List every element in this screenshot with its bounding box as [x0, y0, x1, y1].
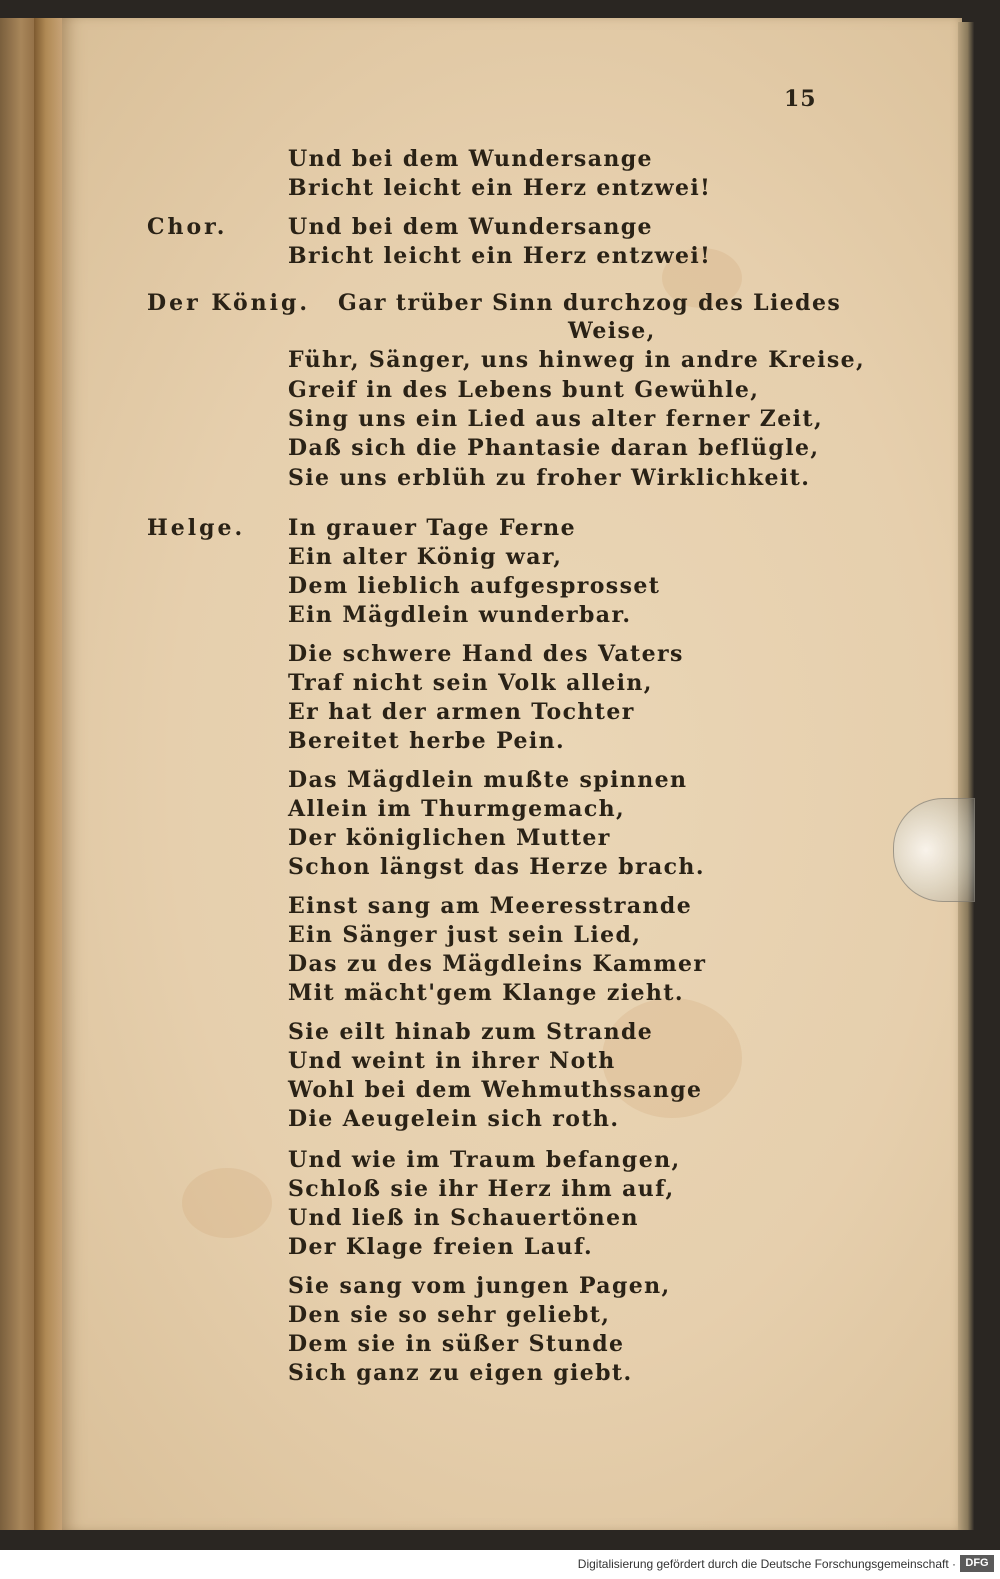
verse-line: Gar trüber Sinn durchzog des Liedes — [338, 290, 842, 316]
dfg-logo: DFG — [960, 1555, 994, 1572]
verse-line: Dem lieblich aufgesprosset — [288, 573, 661, 599]
verse-line: Weise, — [568, 318, 656, 344]
verse-line: Daß sich die Phantasie daran beflügle, — [288, 435, 820, 461]
verse-line: Einst sang am Meeresstrande — [288, 893, 693, 919]
verse-line: Sich ganz zu eigen giebt. — [288, 1360, 633, 1386]
page-right-edge — [958, 22, 974, 1530]
left-page-edge — [0, 18, 38, 1530]
verse-line: Die Aeugelein sich roth. — [288, 1106, 620, 1132]
verse-line: Ein alter König war, — [288, 544, 563, 570]
funding-credit: Digitalisierung gefördert durch die Deutsche Forschungsgemeinschaft · — [577, 1557, 956, 1571]
verse-line: Den sie so sehr geliebt, — [288, 1302, 611, 1328]
book-spine — [34, 18, 64, 1530]
verse-line: Allein im Thurmgemach, — [288, 796, 626, 822]
verse-line: Das zu des Mägdleins Kammer — [288, 951, 707, 977]
verse-line: Das Mägdlein mußte spinnen — [288, 767, 688, 793]
verse-line: Er hat der armen Tochter — [288, 699, 635, 725]
page-number: 15 — [784, 86, 817, 112]
verse-line: Mit mächt'gem Klange zieht. — [288, 980, 684, 1006]
verse-line: Schloß sie ihr Herz ihm auf, — [288, 1176, 675, 1202]
verse-line: Sie sang vom jungen Pagen, — [288, 1273, 671, 1299]
verse-line: Und bei dem Wundersange — [288, 214, 653, 240]
verse-line: Traf nicht sein Volk allein, — [288, 670, 653, 696]
verse-line: Bricht leicht ein Herz entzwei! — [288, 175, 712, 201]
verse-line: Bereitet herbe Pein. — [288, 728, 566, 754]
verse-line: Sie uns erblüh zu froher Wirklichkeit. — [288, 465, 811, 491]
paper-stain — [182, 1168, 272, 1238]
verse-line: Sing uns ein Lied aus alter ferner Zeit, — [288, 406, 824, 432]
verse-line: Der königlichen Mutter — [288, 825, 611, 851]
verse-line: In grauer Tage Ferne — [288, 515, 576, 541]
verse-line: Der Klage freien Lauf. — [288, 1234, 594, 1260]
verse-line: Führ, Sänger, uns hinweg in andre Kreise, — [288, 347, 866, 373]
verse-line: Greif in des Lebens bunt Gewühle, — [288, 377, 760, 403]
verse-line: Sie eilt hinab zum Strande — [288, 1019, 654, 1045]
verse-line: Dem sie in süßer Stunde — [288, 1331, 625, 1357]
verse-line: Und bei dem Wundersange — [288, 146, 653, 172]
verse-line: Die schwere Hand des Vaters — [288, 641, 684, 667]
speaker-helge: Helge. — [147, 515, 246, 541]
verse-line: Ein Mägdlein wunderbar. — [288, 602, 632, 628]
verse-line: Schon längst das Herze brach. — [288, 854, 705, 880]
verse-line: Und weint in ihrer Noth — [288, 1048, 616, 1074]
verse-line: Ein Sänger just sein Lied, — [288, 922, 642, 948]
footer-bar — [0, 1550, 1000, 1579]
verse-line: Bricht leicht ein Herz entzwei! — [288, 243, 712, 269]
speaker-koenig: Der König. — [147, 290, 311, 316]
verse-line: Wohl bei dem Wehmuthssange — [288, 1077, 703, 1103]
speaker-chor: Chor. — [147, 214, 228, 240]
verse-line: Und wie im Traum befangen, — [288, 1147, 681, 1173]
verse-line: Und ließ in Schauertönen — [288, 1205, 639, 1231]
